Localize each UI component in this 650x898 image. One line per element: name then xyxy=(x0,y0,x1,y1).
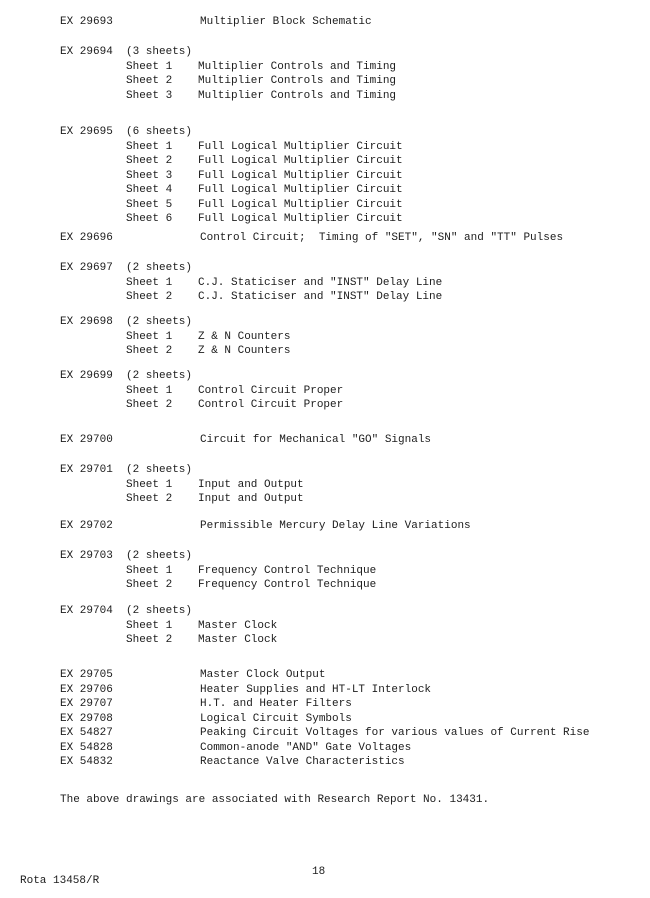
drawing-number: EX 29701 xyxy=(60,464,113,476)
sheet-count: (6 sheets) xyxy=(126,126,193,138)
drawing-number: EX 29705 xyxy=(60,669,113,681)
sheet-title: Frequency Control Technique xyxy=(198,565,377,577)
drawing-title: Common-anode "AND" Gate Voltages xyxy=(200,742,412,754)
drawing-title: Control Circuit; Timing of "SET", "SN" and "TT" Pulses xyxy=(200,232,564,244)
sheet-title: Full Logical Multiplier Circuit xyxy=(198,170,403,182)
sheet-label: Sheet 1 xyxy=(126,565,173,577)
sheet-title: Full Logical Multiplier Circuit xyxy=(198,199,403,211)
sheet-title: Multiplier Controls and Timing xyxy=(198,90,397,102)
drawing-title: Reactance Valve Characteristics xyxy=(200,756,405,768)
sheet-title: Control Circuit Proper xyxy=(198,399,344,411)
sheet-label: Sheet 6 xyxy=(126,213,173,225)
sheet-label: Sheet 1 xyxy=(126,479,173,491)
drawing-number: EX 29695 xyxy=(60,126,113,138)
sheet-count: (2 sheets) xyxy=(126,370,193,382)
drawing-title: Circuit for Mechanical "GO" Signals xyxy=(200,434,432,446)
sheet-label: Sheet 2 xyxy=(126,634,173,646)
drawing-title: Peaking Circuit Voltages for various values of Current Rise xyxy=(200,727,590,739)
sheet-label: Sheet 2 xyxy=(126,75,173,87)
drawing-title: Logical Circuit Symbols xyxy=(200,713,352,725)
sheet-label: Sheet 2 xyxy=(126,155,173,167)
sheet-label: Sheet 1 xyxy=(126,620,173,632)
drawing-number: EX 29699 xyxy=(60,370,113,382)
sheet-title: Multiplier Controls and Timing xyxy=(198,61,397,73)
sheet-label: Sheet 2 xyxy=(126,291,173,303)
drawing-number: EX 29706 xyxy=(60,684,113,696)
drawing-number: EX 54832 xyxy=(60,756,113,768)
sheet-count: (2 sheets) xyxy=(126,550,193,562)
sheet-title: Full Logical Multiplier Circuit xyxy=(198,213,403,225)
sheet-label: Sheet 2 xyxy=(126,399,173,411)
drawing-number: EX 29700 xyxy=(60,434,113,446)
closing-note: The above drawings are associated with Research Report No. 13431. xyxy=(60,794,490,806)
drawing-number: EX 29707 xyxy=(60,698,113,710)
drawing-number: EX 54827 xyxy=(60,727,113,739)
drawing-title: H.T. and Heater Filters xyxy=(200,698,352,710)
sheet-count: (2 sheets) xyxy=(126,605,193,617)
drawing-number: EX 29702 xyxy=(60,520,113,532)
sheet-label: Sheet 4 xyxy=(126,184,173,196)
sheet-title: Full Logical Multiplier Circuit xyxy=(198,184,403,196)
sheet-title: Z & N Counters xyxy=(198,331,291,343)
drawing-title: Heater Supplies and HT-LT Interlock xyxy=(200,684,432,696)
sheet-label: Sheet 3 xyxy=(126,90,173,102)
sheet-title: Full Logical Multiplier Circuit xyxy=(198,155,403,167)
sheet-title: Master Clock xyxy=(198,634,278,646)
drawing-number: EX 29698 xyxy=(60,316,113,328)
drawing-title: Multiplier Block Schematic xyxy=(200,16,372,28)
sheet-label: Sheet 1 xyxy=(126,385,173,397)
sheet-count: (2 sheets) xyxy=(126,464,193,476)
sheet-label: Sheet 2 xyxy=(126,345,173,357)
sheet-title: C.J. Staticiser and "INST" Delay Line xyxy=(198,277,443,289)
sheet-label: Sheet 1 xyxy=(126,141,173,153)
sheet-title: Z & N Counters xyxy=(198,345,291,357)
page-number: 18 xyxy=(312,866,326,878)
drawing-number: EX 29704 xyxy=(60,605,113,617)
drawing-title: Permissible Mercury Delay Line Variations xyxy=(200,520,471,532)
drawing-number: EX 29703 xyxy=(60,550,113,562)
footer-reference: Rota 13458/R xyxy=(20,875,100,887)
sheet-count: (2 sheets) xyxy=(126,262,193,274)
sheet-label: Sheet 5 xyxy=(126,199,173,211)
sheet-title: C.J. Staticiser and "INST" Delay Line xyxy=(198,291,443,303)
sheet-title: Input and Output xyxy=(198,479,304,491)
sheet-label: Sheet 1 xyxy=(126,331,173,343)
sheet-count: (3 sheets) xyxy=(126,46,193,58)
sheet-label: Sheet 3 xyxy=(126,170,173,182)
sheet-label: Sheet 1 xyxy=(126,277,173,289)
drawing-number: EX 29696 xyxy=(60,232,113,244)
sheet-title: Master Clock xyxy=(198,620,278,632)
sheet-label: Sheet 1 xyxy=(126,61,173,73)
sheet-title: Full Logical Multiplier Circuit xyxy=(198,141,403,153)
sheet-title: Input and Output xyxy=(198,493,304,505)
sheet-title: Frequency Control Technique xyxy=(198,579,377,591)
drawing-number: EX 29693 xyxy=(60,16,113,28)
drawing-number: EX 54828 xyxy=(60,742,113,754)
sheet-title: Multiplier Controls and Timing xyxy=(198,75,397,87)
sheet-label: Sheet 2 xyxy=(126,493,173,505)
drawing-title: Master Clock Output xyxy=(200,669,326,681)
drawing-number: EX 29708 xyxy=(60,713,113,725)
sheet-label: Sheet 2 xyxy=(126,579,173,591)
drawing-number: EX 29694 xyxy=(60,46,113,58)
sheet-title: Control Circuit Proper xyxy=(198,385,344,397)
drawing-number: EX 29697 xyxy=(60,262,113,274)
sheet-count: (2 sheets) xyxy=(126,316,193,328)
